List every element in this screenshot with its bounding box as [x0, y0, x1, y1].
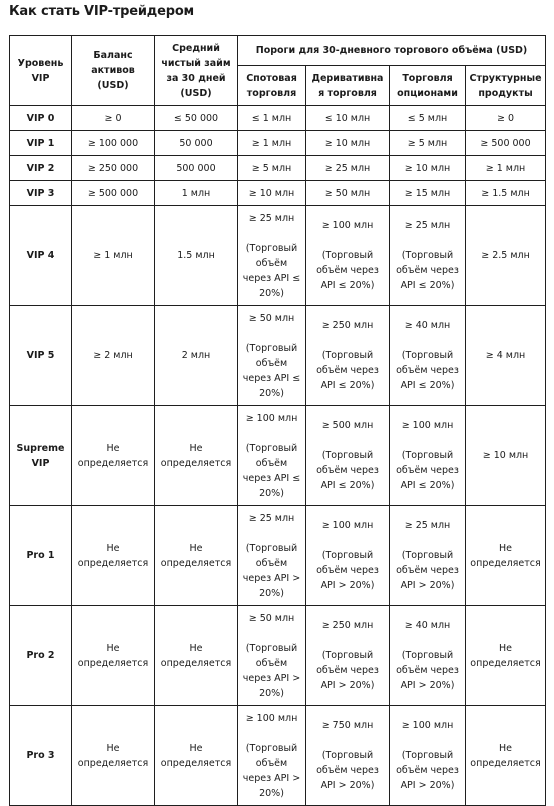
threshold-note: 20%) — [259, 387, 284, 399]
cell-balance: ≥ 2 млн — [72, 306, 155, 406]
cell-balance: Не определяется — [72, 406, 155, 506]
threshold-note: (Торговый — [401, 550, 454, 561]
table-row — [10, 306, 546, 406]
threshold-note: 20%) — [259, 787, 284, 799]
spacer — [241, 226, 302, 241]
cell-spot: ≥ 10 млн — [238, 181, 306, 206]
threshold-note: объём через — [316, 665, 379, 676]
threshold-value: ≥ 100 млн — [245, 712, 298, 724]
cell-loan: Не определяется — [155, 706, 238, 806]
threshold-note: (Торговый — [321, 750, 374, 761]
cell-options — [390, 706, 466, 806]
cell-deriv: ≥ 25 млн — [306, 156, 390, 181]
cell-level: Supreme VIP — [10, 406, 72, 506]
cell-spot — [238, 306, 306, 406]
threshold-value: ≥ 750 млн — [321, 720, 374, 731]
cell-deriv — [306, 706, 390, 806]
spacer — [241, 526, 302, 541]
cell-options — [390, 406, 466, 506]
cell-deriv — [306, 406, 390, 506]
cell-deriv: ≥ 50 млн — [306, 181, 390, 206]
threshold-note: (Торговый — [245, 642, 298, 654]
cell-options — [390, 306, 466, 406]
cell-spot — [238, 206, 306, 306]
threshold-note: (Торговый — [321, 550, 374, 561]
threshold-value: ≥ 500 млн — [321, 420, 374, 431]
cell-loan: 1.5 млн — [155, 206, 238, 306]
header-balance: Баланс активов (USD) — [72, 36, 155, 106]
cell-level: VIP 0 — [10, 106, 72, 131]
cell-loan: 500 000 — [155, 156, 238, 181]
threshold-note: объём — [255, 557, 288, 569]
threshold-note: API ≤ 20%) — [320, 280, 375, 291]
spacer — [241, 426, 302, 441]
cell-options — [390, 606, 466, 706]
spacer — [241, 726, 302, 741]
threshold-note: 20%) — [259, 587, 284, 599]
threshold-note: API > 20%) — [320, 580, 375, 591]
header-spot: Спотовая торговля — [238, 66, 306, 106]
spacer — [393, 233, 462, 248]
threshold-note: (Торговый — [401, 750, 454, 761]
threshold-note: (Торговый — [245, 542, 298, 554]
threshold-note: объём — [255, 757, 288, 769]
threshold-note: (Торговый — [245, 742, 298, 754]
cell-loan: Не определяется — [155, 606, 238, 706]
spacer — [393, 633, 462, 648]
cell-options: ≥ 15 млн — [390, 181, 466, 206]
threshold-value: ≥ 100 млн — [321, 220, 374, 231]
cell-level: VIP 1 — [10, 131, 72, 156]
cell-level: VIP 2 — [10, 156, 72, 181]
table-row — [10, 506, 546, 606]
cell-struct: ≥ 4 млн — [466, 306, 546, 406]
threshold-value: ≥ 100 млн — [321, 520, 374, 531]
header-structured: Структурные продукты — [466, 66, 546, 106]
threshold-note: (Торговый — [401, 450, 454, 461]
cell-struct: ≥ 0 — [466, 106, 546, 131]
threshold-note: объём через — [316, 465, 379, 476]
threshold-note: API ≤ 20%) — [400, 380, 455, 391]
cell-loan: Не определяется — [155, 506, 238, 606]
threshold-value: ≥ 250 млн — [321, 620, 374, 631]
cell-loan: Не определяется — [155, 406, 238, 506]
threshold-note: API > 20%) — [320, 680, 375, 691]
cell-balance: ≥ 100 000 — [72, 131, 155, 156]
threshold-value: ≥ 25 млн — [404, 520, 451, 531]
spacer — [309, 533, 386, 548]
threshold-note: (Торговый — [321, 250, 374, 261]
cell-loan: ≤ 50 000 — [155, 106, 238, 131]
spacer — [393, 333, 462, 348]
threshold-note: 20%) — [259, 687, 284, 699]
cell-balance: ≥ 250 000 — [72, 156, 155, 181]
threshold-value: ≥ 50 млн — [248, 612, 295, 624]
cell-balance: Не определяется — [72, 706, 155, 806]
cell-balance: ≥ 1 млн — [72, 206, 155, 306]
threshold-note: через API > — [242, 772, 301, 784]
cell-spot: ≥ 5 млн — [238, 156, 306, 181]
cell-spot — [238, 506, 306, 606]
threshold-value: ≥ 40 млн — [404, 320, 451, 331]
threshold-note: объём через — [316, 365, 379, 376]
threshold-note: объём — [255, 357, 288, 369]
table-row — [10, 406, 546, 506]
table-row — [10, 156, 546, 181]
threshold-value: ≥ 25 млн — [404, 220, 451, 231]
page-title: Как стать VIP-трейдером — [9, 4, 194, 19]
threshold-note: через API ≤ — [242, 472, 301, 484]
cell-struct: Не определяется — [466, 506, 546, 606]
threshold-note: через API > — [242, 672, 301, 684]
threshold-value: ≥ 25 млн — [248, 212, 295, 224]
threshold-value: ≥ 100 млн — [401, 420, 454, 431]
threshold-note: API ≤ 20%) — [400, 480, 455, 491]
header-derivatives: Деривативная торговля — [306, 66, 390, 106]
threshold-note: 20%) — [259, 487, 284, 499]
cell-struct: Не определяется — [466, 606, 546, 706]
threshold-note: объём — [255, 257, 288, 269]
cell-struct: ≥ 1 млн — [466, 156, 546, 181]
cell-spot — [238, 406, 306, 506]
cell-level: Pro 1 — [10, 506, 72, 606]
header-volume-group: Пороги для 30-дневного торгового объёма (USD) — [238, 36, 546, 66]
cell-level: VIP 5 — [10, 306, 72, 406]
cell-level: VIP 4 — [10, 206, 72, 306]
cell-level: Pro 3 — [10, 706, 72, 806]
cell-options: ≥ 5 млн — [390, 131, 466, 156]
threshold-note: 20%) — [259, 287, 284, 299]
cell-spot: ≥ 1 млн — [238, 131, 306, 156]
threshold-note: объём через — [396, 365, 459, 376]
cell-deriv — [306, 306, 390, 406]
threshold-value: ≥ 250 млн — [321, 320, 374, 331]
cell-spot — [238, 706, 306, 806]
cell-options: ≤ 5 млн — [390, 106, 466, 131]
cell-deriv — [306, 606, 390, 706]
cell-deriv — [306, 506, 390, 606]
vip-tiers-table — [9, 35, 546, 806]
threshold-note: объём через — [316, 765, 379, 776]
cell-struct: Не определяется — [466, 706, 546, 806]
threshold-note: через API ≤ — [242, 372, 301, 384]
spacer — [393, 733, 462, 748]
table-row — [10, 181, 546, 206]
threshold-note: API ≤ 20%) — [320, 380, 375, 391]
threshold-note: объём через — [396, 565, 459, 576]
cell-spot — [238, 606, 306, 706]
table-row — [10, 706, 546, 806]
cell-loan: 1 млн — [155, 181, 238, 206]
threshold-note: (Торговый — [245, 442, 298, 454]
spacer — [309, 233, 386, 248]
cell-spot: ≤ 1 млн — [238, 106, 306, 131]
cell-loan: 2 млн — [155, 306, 238, 406]
threshold-value: ≥ 100 млн — [401, 720, 454, 731]
threshold-note: объём через — [316, 265, 379, 276]
cell-deriv: ≥ 10 млн — [306, 131, 390, 156]
cell-deriv: ≤ 10 млн — [306, 106, 390, 131]
spacer — [309, 633, 386, 648]
spacer — [309, 433, 386, 448]
threshold-value: ≥ 100 млн — [245, 412, 298, 424]
threshold-note: (Торговый — [245, 242, 298, 254]
cell-level: Pro 2 — [10, 606, 72, 706]
spacer — [241, 326, 302, 341]
threshold-note: (Торговый — [321, 450, 374, 461]
threshold-note: API ≤ 20%) — [320, 480, 375, 491]
threshold-note: API > 20%) — [400, 680, 455, 691]
table-body — [10, 106, 546, 806]
header-loan: Средний чистый займ за 30 дней (USD) — [155, 36, 238, 106]
cell-struct: ≥ 1.5 млн — [466, 181, 546, 206]
threshold-value: ≥ 50 млн — [248, 312, 295, 324]
table-row — [10, 206, 546, 306]
threshold-value: ≥ 40 млн — [404, 620, 451, 631]
threshold-note: объём через — [396, 265, 459, 276]
threshold-note: объём через — [396, 465, 459, 476]
threshold-note: API ≤ 20%) — [400, 280, 455, 291]
threshold-note: (Торговый — [401, 350, 454, 361]
threshold-note: через API ≤ — [242, 272, 301, 284]
spacer — [309, 333, 386, 348]
threshold-note: объём — [255, 457, 288, 469]
cell-level: VIP 3 — [10, 181, 72, 206]
cell-loan: 50 000 — [155, 131, 238, 156]
threshold-note: API > 20%) — [320, 780, 375, 791]
threshold-note: объём через — [396, 765, 459, 776]
threshold-value: ≥ 25 млн — [248, 512, 295, 524]
threshold-note: объём через — [316, 565, 379, 576]
cell-options: ≥ 10 млн — [390, 156, 466, 181]
threshold-note: (Торговый — [321, 650, 374, 661]
threshold-note: объём через — [396, 665, 459, 676]
table-row — [10, 106, 546, 131]
spacer — [309, 733, 386, 748]
cell-struct: ≥ 500 000 — [466, 131, 546, 156]
threshold-note: API > 20%) — [400, 780, 455, 791]
header-level: Уровень VIP — [10, 36, 72, 106]
threshold-note: через API > — [242, 572, 301, 584]
cell-options — [390, 506, 466, 606]
spacer — [241, 626, 302, 641]
cell-deriv — [306, 206, 390, 306]
threshold-note: объём — [255, 657, 288, 669]
spacer — [393, 533, 462, 548]
cell-options — [390, 206, 466, 306]
threshold-note: (Торговый — [321, 350, 374, 361]
cell-balance: Не определяется — [72, 506, 155, 606]
threshold-note: (Торговый — [401, 250, 454, 261]
cell-balance: ≥ 0 — [72, 106, 155, 131]
cell-struct: ≥ 2.5 млн — [466, 206, 546, 306]
cell-balance: ≥ 500 000 — [72, 181, 155, 206]
header-options: Торговля опционами — [390, 66, 466, 106]
table-row — [10, 131, 546, 156]
spacer — [393, 433, 462, 448]
cell-balance: Не определяется — [72, 606, 155, 706]
threshold-note: API > 20%) — [400, 580, 455, 591]
cell-struct: ≥ 10 млн — [466, 406, 546, 506]
threshold-note: (Торговый — [245, 342, 298, 354]
threshold-note: (Торговый — [401, 650, 454, 661]
table-row — [10, 606, 546, 706]
